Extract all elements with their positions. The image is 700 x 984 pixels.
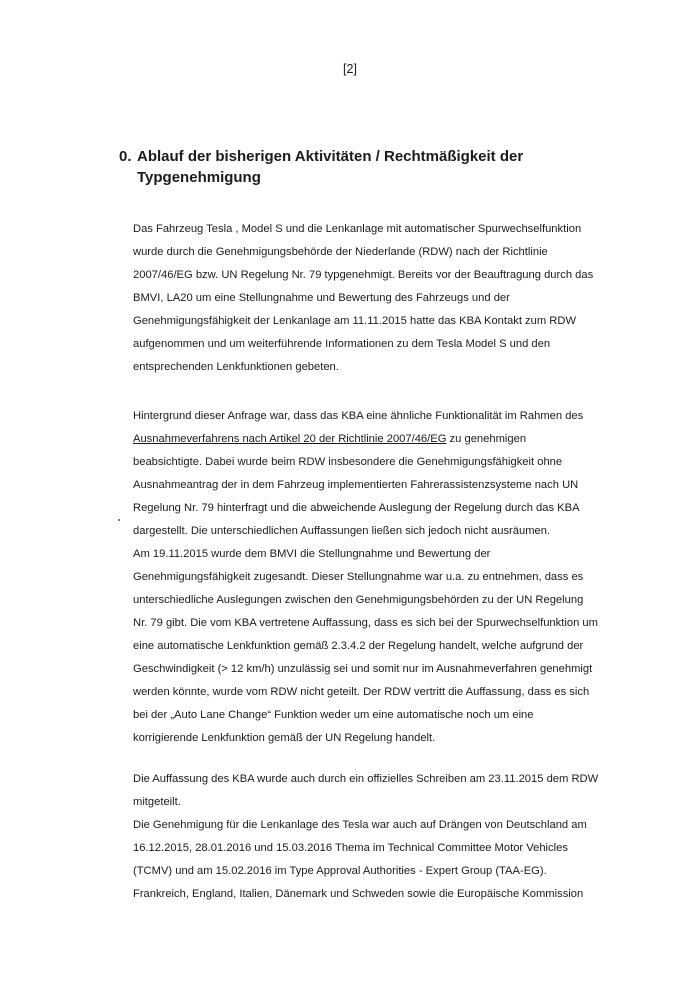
section-heading-line-1 [119, 146, 579, 167]
text-line: unterschiedliche Auslegungen zwischen den Genehmigungsbehörden zu der UN Regelung [133, 594, 584, 606]
text-line: Genehmigungsfähigkeit zugesandt. Dieser Stellungnahme war u.a. zu entnehmen, dass es [133, 571, 584, 583]
text-line: dargestellt. Die unterschiedlichen Auffassungen ließen sich jedoch nicht ausräumen. [133, 525, 551, 537]
paragraph-background [133, 405, 603, 750]
text-line: Hintergrund dieser Anfrage war, dass das KBA eine ähnliche Funktionalität im Rahmen des [133, 410, 584, 422]
text-line: BMVI, LA20 um eine Stellungnahme und Bewertung des Fahrzeugs und der [133, 292, 510, 304]
paragraph-type-approval [133, 218, 603, 379]
paragraph-kba-position [133, 768, 603, 906]
section-heading [119, 146, 579, 188]
text-line: aufgenommen und um weiterführende Informationen zu dem Tesla Model S und den [133, 338, 551, 350]
text-fragment: zu genehmigen [446, 433, 527, 445]
text-line: 16.12.2015, 28.01.2016 und 15.03.2016 Thema im Technical Committee Motor Vehicles [133, 842, 568, 854]
text-line: Die Genehmigung für die Lenkanlage des Tesla war auch auf Drängen von Deutschland am [133, 819, 587, 831]
text-line: Das Fahrzeug Tesla , Model S und die Lenkanlage mit automatischer Spurwechselfunktion [133, 223, 582, 235]
text-line: Frankreich, England, Italien, Dänemark und Schweden sowie die Europäische Kommission [133, 888, 584, 900]
text-line: bei der „Auto Lane Change“ Funktion weder um eine automatische noch um eine [133, 709, 534, 721]
text-line-with-reference [133, 428, 603, 451]
text-line: Ausnahmeantrag der in dem Fahrzeug implementierten Fahrerassistenzsysteme nach UN [133, 479, 579, 491]
text-line: beabsichtigte. Dabei wurde beim RDW insbesondere die Genehmigungsfähigkeit ohne [133, 456, 563, 468]
scan-speck [118, 519, 120, 521]
text-line: Nr. 79 gibt. Die vom KBA vertretene Auffassung, dass es sich bei der Spurwechselfunktion um [133, 617, 598, 629]
text-line: korrigierende Lenkfunktion gemäß der UN Regelung handelt. [133, 732, 436, 744]
text-line: Geschwindigkeit (> 12 km/h) unzulässig sei und somit nur im Ausnahmeverfahren genehmigt [133, 663, 593, 675]
section-title-part-2: Typgenehmigung [137, 169, 261, 186]
text-line: 2007/46/EG bzw. UN Regelung Nr. 79 typgenehmigt. Bereits vor der Beauftragung durch das [133, 269, 594, 281]
text-line: Am 19.11.2015 wurde dem BMVI die Stellungnahme und Bewertung der [133, 548, 491, 560]
underlined-legal-reference: Ausnahmeverfahrens nach Artikel 20 der Richtlinie 2007/46/EG [133, 433, 447, 445]
text-line: werden könnte, wurde vom RDW nicht geteilt. Der RDW vertritt die Auffassung, dass es sich [133, 686, 590, 698]
text-line: wurde durch die Genehmigungsbehörde der Niederlande (RDW) nach der Richtlinie [133, 246, 548, 258]
text-line: eine automatische Lenkfunktion gemäß 2.3.4.2 der Regelung handelt, welche aufgrund der [133, 640, 584, 652]
text-line: Regelung Nr. 79 hinterfragt und die abweichende Auslegung der Regelung durch das KBA [133, 502, 580, 514]
section-number: 0. [119, 148, 132, 165]
text-line: Genehmigungsfähigkeit der Lenkanlage am 11.11.2015 hatte das KBA Kontakt zum RDW [133, 315, 577, 327]
text-line: entsprechenden Lenkfunktionen gebeten. [133, 361, 339, 373]
section-title-part-1: Ablauf der bisherigen Aktivitäten / Rechtmäßigkeit der [137, 148, 524, 165]
text-line: Die Auffassung des KBA wurde auch durch ein offizielles Schreiben am 23.11.2015 dem RDW [133, 773, 599, 785]
page-number: [2] [343, 62, 357, 76]
text-line: (TCMV) und am 15.02.2016 im Type Approval Authorities - Expert Group (TAA-EG). [133, 865, 547, 877]
text-line: mitgeteilt. [133, 796, 181, 808]
